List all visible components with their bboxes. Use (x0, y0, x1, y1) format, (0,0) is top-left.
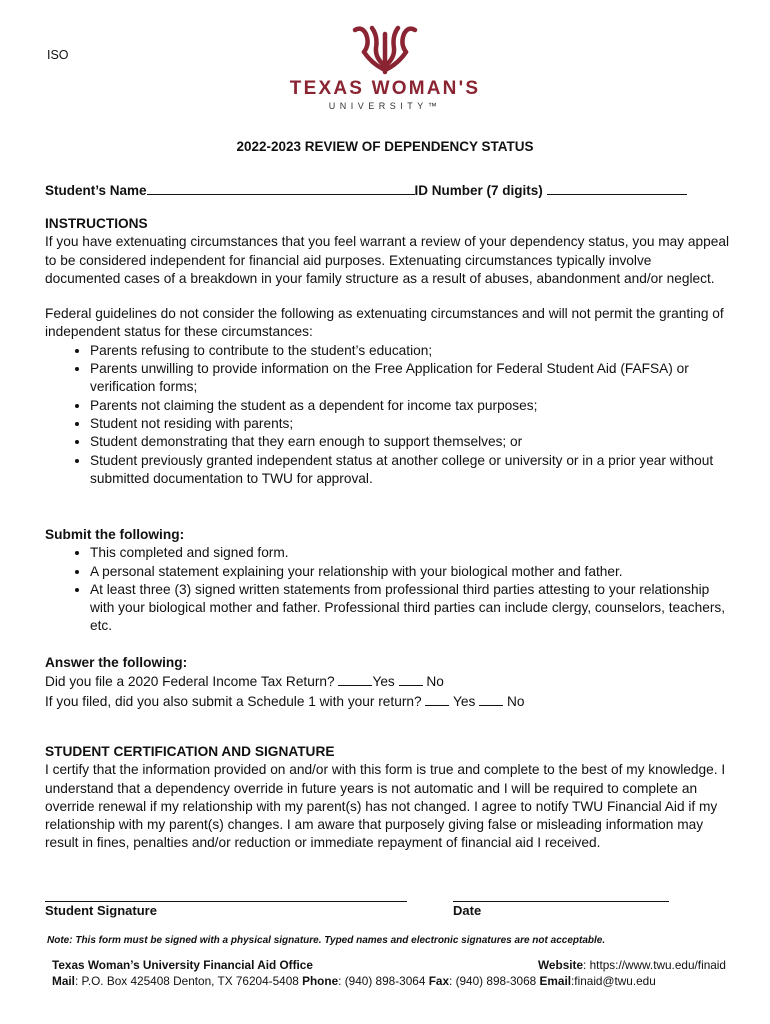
q1-no-field[interactable] (399, 672, 423, 686)
footer-office: Texas Woman’s University Financial Aid Office (52, 958, 313, 972)
university-logo (0, 22, 770, 111)
list-item: • Parents refusing to contribute to the student’s education; (90, 342, 730, 360)
website-link[interactable]: : https://www.twu.edu/finaid (583, 958, 726, 972)
student-signature-field[interactable] (45, 887, 407, 902)
fax-label: Fax (428, 974, 450, 988)
id-number-label: ID Number (7 digits) (414, 183, 543, 198)
answer-heading: Answer the following: (45, 655, 188, 670)
student-name-label: Student’s Name (45, 183, 147, 198)
q1-yes-label: Yes (372, 674, 395, 690)
list-item: • Student previously granted independent status at another college or university or in a prior year without submitted documentation to TWU for approval. (90, 452, 730, 489)
mail-label: Mail (52, 974, 75, 988)
student-name-field[interactable] (147, 181, 415, 195)
submit-list (45, 544, 730, 635)
footer (52, 957, 726, 989)
list-item: • This completed and signed form. (90, 544, 730, 562)
corner-label: ISO (47, 48, 69, 62)
certification-text: I certify that the information provided on and/or with this form is true and complete to the best of my knowledge. I understand that a dependency override in future years is not automatic and I will be required to complete an override renewal if my relationship with my parent(s) has not changed. I agree to notify TWU Financial Aid if my relationship with my parent(s) changes. I am aware that purposely giving false or misleading information may result in fines, penalties and/or reduction or immediate repayment of financial aid I received. (45, 762, 726, 851)
date-label: Date (453, 903, 482, 918)
mail-address: : P.O. Box 425408 Denton, TX 76204-5408 (74, 974, 299, 988)
instructions-paragraph-2: Federal guidelines do not consider the following as extenuating circumstances and will not permit the granting of independent status for these circumstances: (45, 306, 724, 340)
date-field[interactable] (453, 887, 669, 902)
instructions-paragraph-1: If you have extenuating circumstances that you feel warrant a review of your dependency status, you may appeal to be considered independent for financial aid purposes. Extenuating circumstances typically involve documented cases of a breakdown in your family structure as a result of abuses, abandonment and/or neglect. (45, 234, 730, 286)
q2-no-label: No (506, 693, 525, 709)
email-label: Email (539, 974, 572, 988)
logo-subtitle: UNIVERSITY™ (328, 101, 442, 111)
question-2 (45, 692, 730, 711)
question-1-text: Did you file a 2020 Federal Income Tax Return? (45, 674, 335, 690)
identity-fields (45, 181, 687, 198)
instructions-heading: INSTRUCTIONS (45, 216, 148, 231)
submit-heading: Submit the following: (45, 527, 185, 542)
phone-label: Phone (302, 974, 339, 988)
question-2-text: If you filed, did you also submit a Schedule 1 with your return? (45, 693, 422, 709)
list-item: • Parents not claiming the student as a dependent for income tax purposes; (90, 397, 730, 415)
logo-name: TEXAS WOMAN'S (289, 78, 481, 99)
instructions-section (45, 215, 730, 488)
q1-yes-field[interactable] (338, 672, 372, 686)
answer-section (45, 654, 730, 711)
q2-yes-field[interactable] (425, 692, 449, 706)
list-item: • Student not residing with parents; (90, 415, 730, 433)
list-item: • Student demonstrating that they earn enough to support themselves; or (90, 433, 730, 451)
certification-heading: STUDENT CERTIFICATION AND SIGNATURE (45, 744, 335, 759)
email-link[interactable]: :finaid@twu.edu (571, 974, 656, 988)
certification-section (45, 743, 730, 853)
id-number-field[interactable] (547, 181, 687, 195)
phone-number: : (940) 898-3064 (338, 974, 426, 988)
signature-note: Note: This form must be signed with a physical signature. Typed names and electronic signatures are not acceptable. (47, 935, 606, 946)
website-label: Website (538, 958, 584, 972)
list-item: • At least three (3) signed written statements from professional third parties attesting to your relationship with your biological mother and father. Professional third parties can include clergy, counselors, teachers, etc. (90, 581, 730, 636)
submit-section (45, 526, 730, 636)
exclusions-list (45, 342, 730, 488)
twu-emblem-icon (350, 22, 420, 76)
list-item: • A personal statement explaining your relationship with your biological mother and father. (90, 563, 730, 581)
fax-number: : (940) 898-3068 (449, 974, 537, 988)
q2-no-field[interactable] (479, 692, 503, 706)
q1-no-label: No (426, 674, 444, 690)
document-title: 2022-2023 REVIEW OF DEPENDENCY STATUS (236, 139, 534, 154)
list-item: • Parents unwilling to provide information on the Free Application for Federal Student Aid (FAFSA) or verification forms; (90, 360, 730, 397)
question-1 (45, 672, 730, 691)
q2-yes-label: Yes (453, 693, 476, 709)
student-signature-label: Student Signature (45, 903, 157, 918)
